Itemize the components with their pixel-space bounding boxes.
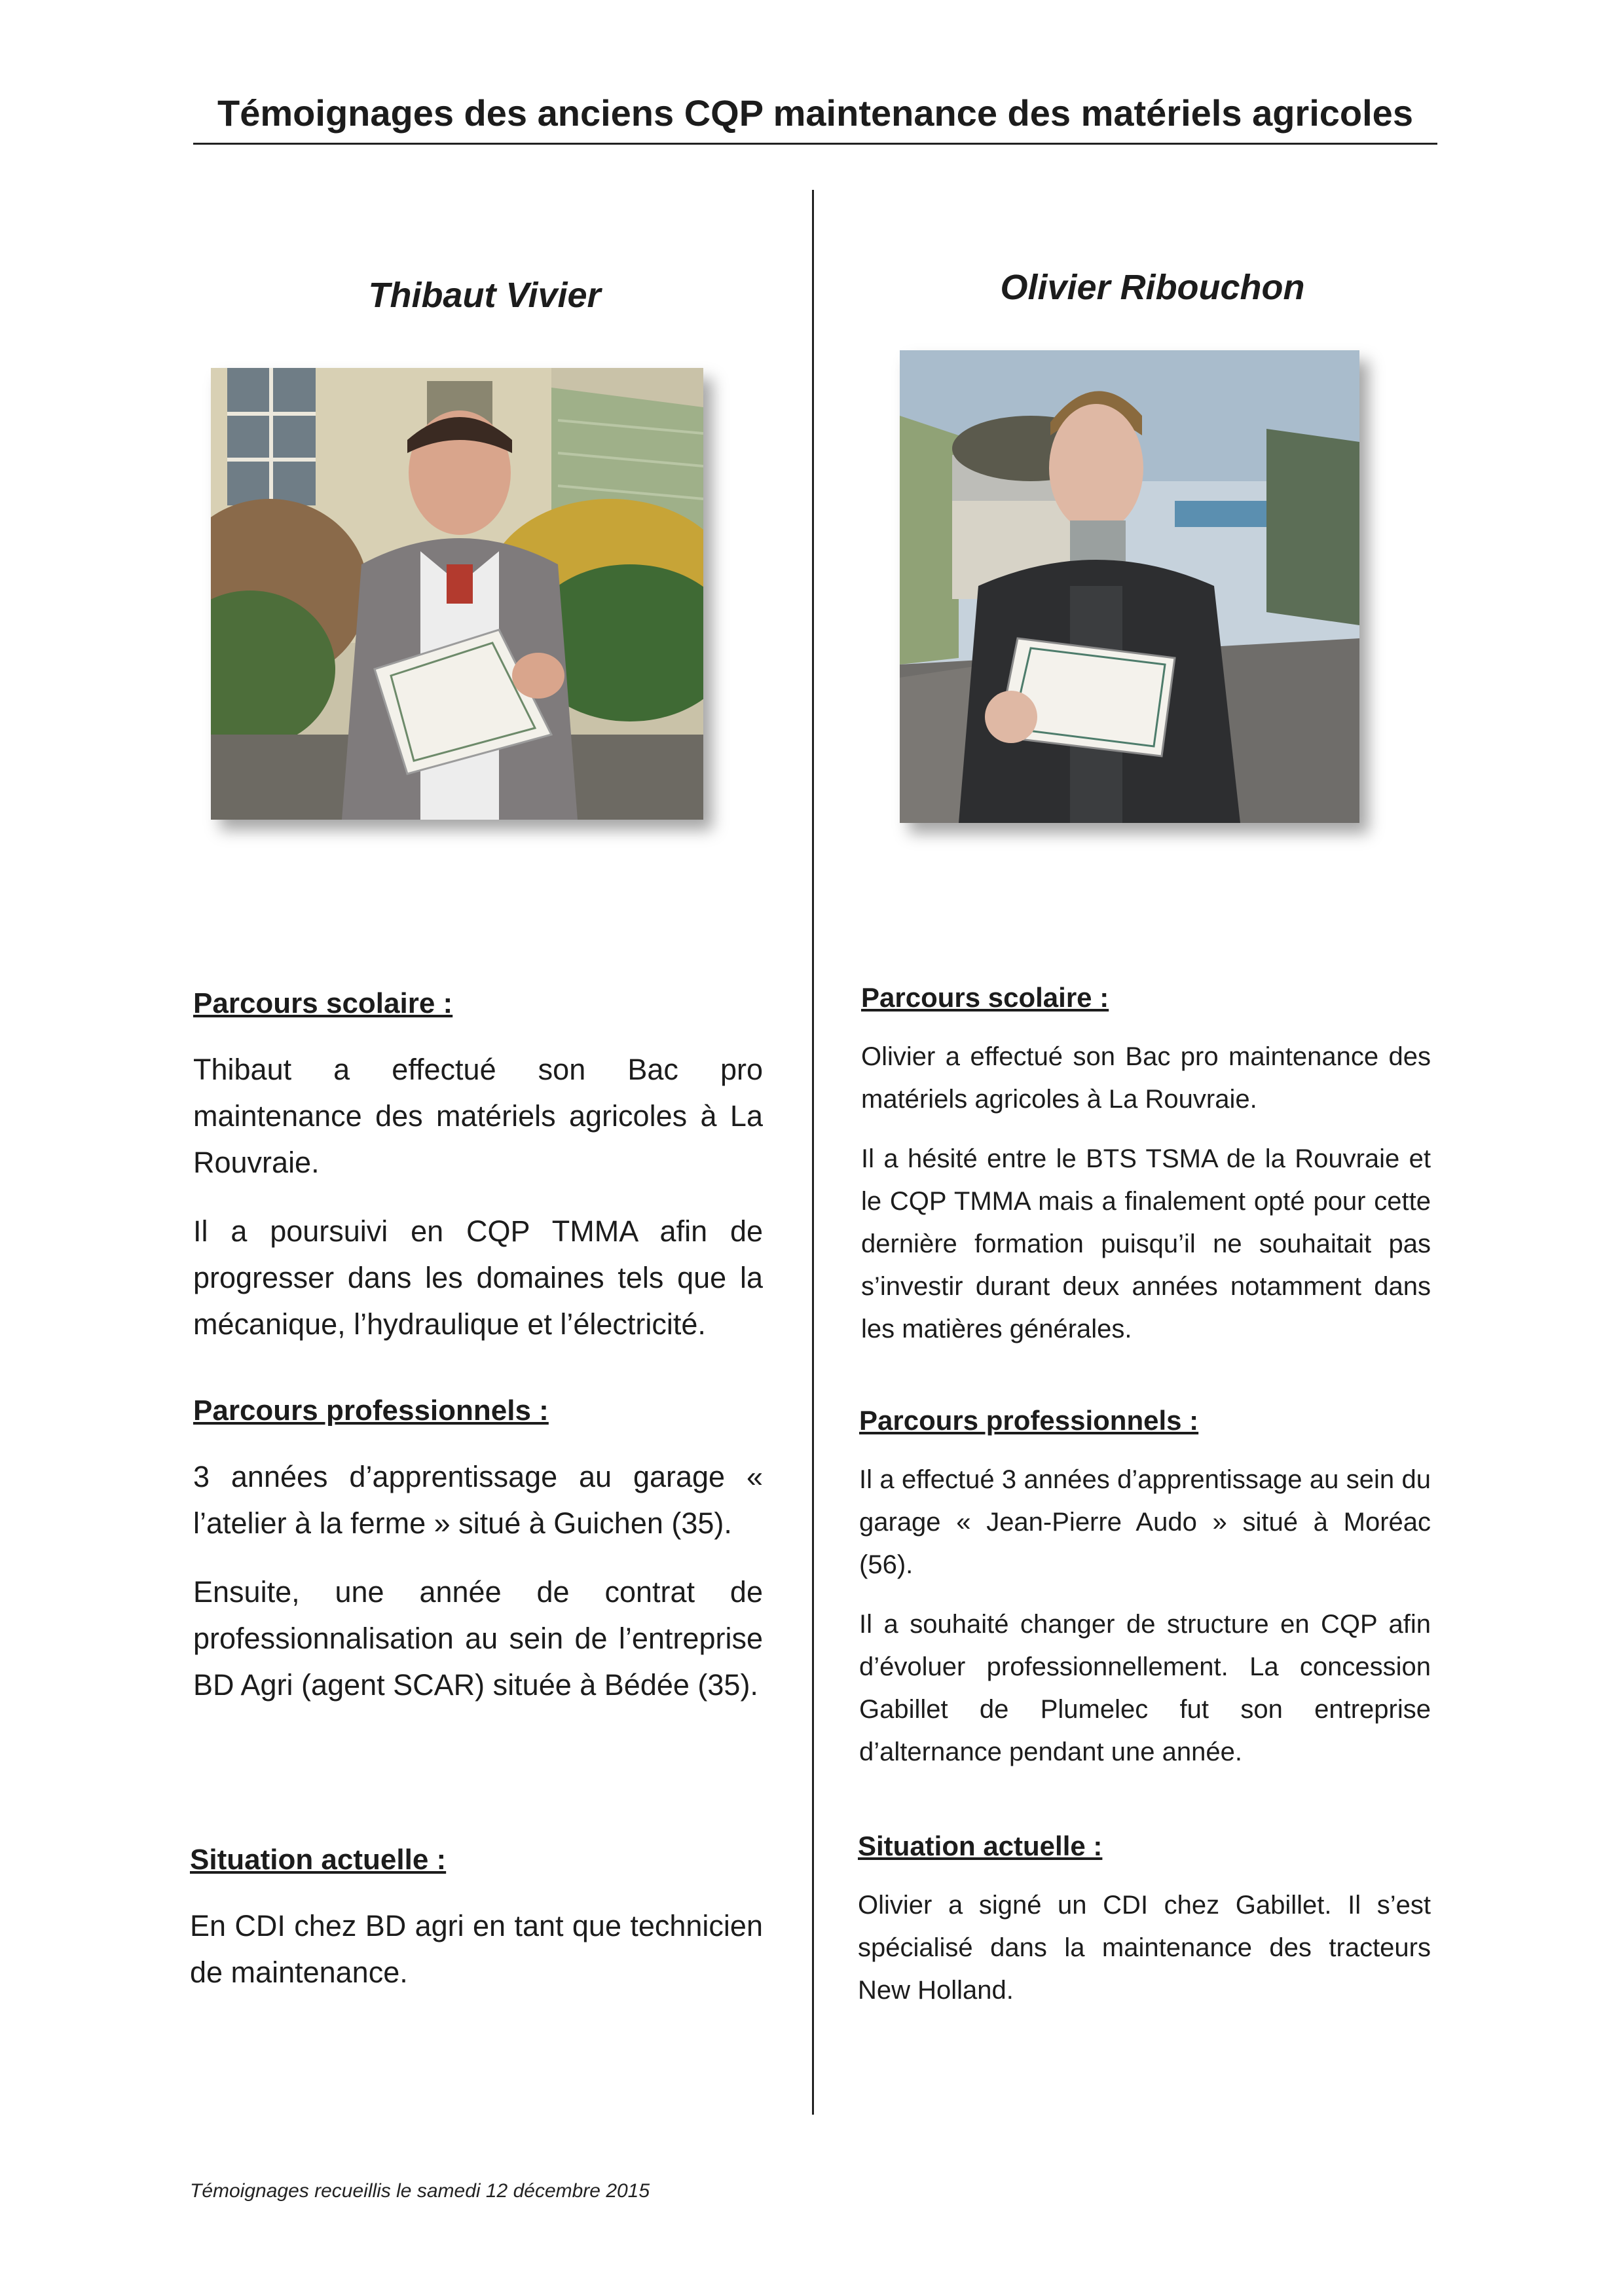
right-situation-actuelle <box>858 1831 1431 2012</box>
section-heading: Parcours professionnels : <box>859 1405 1199 1436</box>
footer-note: Témoignages recueillis le samedi 12 décembre 2015 <box>190 2180 650 2202</box>
section-heading: Situation actuelle : <box>858 1831 1103 1861</box>
left-person-photo <box>211 368 703 820</box>
right-person-name: Olivier Ribouchon <box>1000 268 1305 307</box>
right-person-photo <box>900 350 1359 823</box>
paragraph: Il a hésité entre le BTS TSMA de la Rouvraie et le CQP TMMA mais a finalement opté pour cette dernière formation puisqu’il ne souhaitait pas s’investir durant deux années notamment dans les matières générales. <box>861 1144 1431 1343</box>
column-divider <box>812 190 814 2115</box>
paragraph: Il a effectué 3 années d’apprentissage au sein du garage « Jean-Pierre Audo » situé à Moréac (56). <box>859 1465 1431 1579</box>
section-heading: Parcours professionnels : <box>193 1394 549 1427</box>
left-parcours-scolaire <box>193 987 763 1347</box>
right-parcours-professionnels <box>859 1405 1431 1774</box>
paragraph: Ensuite, une année de contrat de professionnalisation au sein de l’entreprise BD Agri (agent SCAR) située à Bédée (35). <box>193 1575 763 1702</box>
paragraph: Olivier a signé un CDI chez Gabillet. Il s’est spécialisé dans la maintenance des tracteurs New Holland. <box>858 1891 1431 2005</box>
paragraph: Il a souhaité changer de structure en CQP afin d’évoluer professionnellement. La concession Gabillet de Plumelec fut son entreprise d’alternance pendant une année. <box>859 1610 1431 1766</box>
title-underline <box>193 143 1437 145</box>
paragraph: 3 années d’apprentissage au garage « l’atelier à la ferme » situé à Guichen (35). <box>193 1460 763 1540</box>
paragraph: Il a poursuivi en CQP TMMA afin de progresser dans les domaines tels que la mécanique, l’hydraulique et l’électricité. <box>193 1214 763 1341</box>
section-heading: Parcours scolaire : <box>861 982 1109 1013</box>
left-photo-image <box>211 368 703 820</box>
right-parcours-scolaire <box>861 982 1431 1351</box>
left-person-name: Thibaut Vivier <box>368 276 601 315</box>
page-title: Témoignages des anciens CQP maintenance des matériels agricoles <box>217 92 1413 134</box>
paragraph: Thibaut a effectué son Bac pro maintenance des matériels agricoles à La Rouvraie. <box>193 1053 763 1179</box>
left-parcours-professionnels <box>193 1394 763 1708</box>
left-situation-actuelle <box>190 1844 763 1995</box>
paragraph: Olivier a effectué son Bac pro maintenance des matériels agricoles à La Rouvraie. <box>861 1042 1431 1114</box>
paragraph: En CDI chez BD agri en tant que technicien de maintenance. <box>190 1909 763 1989</box>
right-photo-image <box>900 350 1359 823</box>
section-heading: Parcours scolaire : <box>193 987 453 1019</box>
section-heading: Situation actuelle : <box>190 1844 447 1876</box>
